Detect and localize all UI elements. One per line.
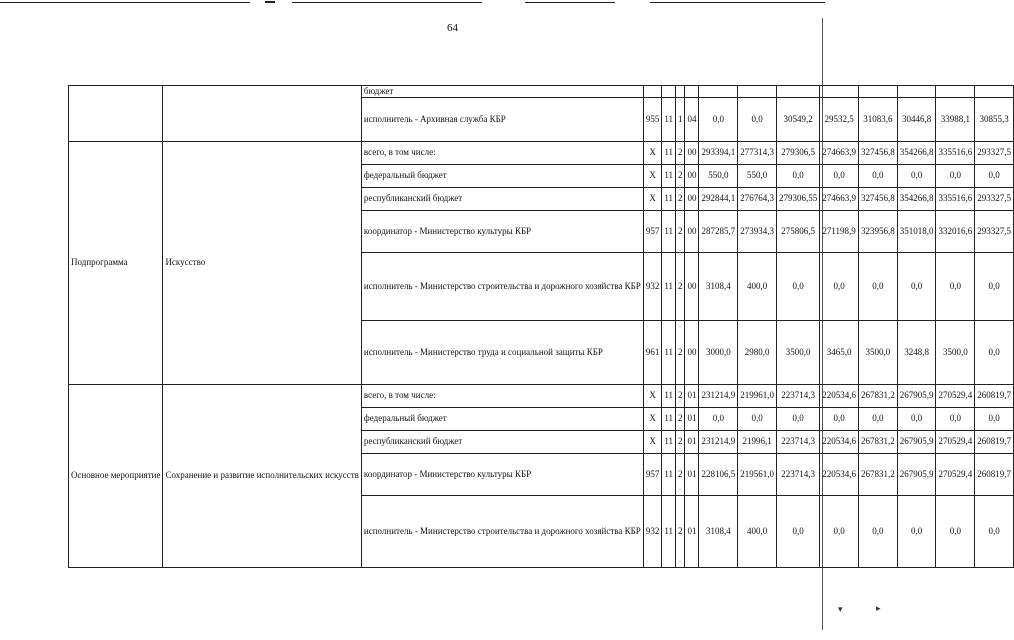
value-cell: 2 (675, 407, 685, 430)
value-cell: 267831,2 (858, 430, 897, 453)
value-cell: 220534,6 (820, 384, 859, 407)
value-cell: 11 (662, 320, 676, 384)
value-cell (936, 86, 975, 98)
value-cell: 274663,9 (820, 141, 859, 164)
value-cell: Х (643, 384, 662, 407)
value-cell (675, 86, 685, 98)
scan-artifact-dot: ▸ (876, 603, 881, 613)
value-cell: 01 (685, 430, 699, 453)
value-cell: 219961,0 (738, 384, 777, 407)
value-cell (897, 86, 936, 98)
value-cell: 287285,7 (699, 210, 738, 252)
value-cell: 0,0 (975, 320, 1014, 384)
value-cell: 327456,8 (858, 141, 897, 164)
value-cell: 957 (643, 210, 662, 252)
value-cell: 267905,9 (897, 384, 936, 407)
value-cell: 260819,7 (975, 430, 1014, 453)
value-cell: 0,0 (936, 164, 975, 187)
value-cell: 3108,4 (699, 495, 738, 567)
value-cell: 3108,4 (699, 252, 738, 320)
value-cell: 231214,9 (699, 384, 738, 407)
value-cell: 274663,9 (820, 187, 859, 210)
value-cell: 0,0 (858, 495, 897, 567)
value-cell: 0,0 (975, 252, 1014, 320)
value-cell (776, 86, 819, 98)
value-cell: 0,0 (975, 495, 1014, 567)
value-cell: 11 (662, 210, 676, 252)
value-cell: 0,0 (858, 252, 897, 320)
value-cell: 0,0 (897, 495, 936, 567)
value-cell: 293327,5 (975, 210, 1014, 252)
value-cell: 11 (662, 141, 676, 164)
value-cell: 1 (675, 97, 685, 141)
value-cell (820, 86, 859, 98)
value-cell: 550,0 (699, 164, 738, 187)
value-cell (699, 86, 738, 98)
value-cell: 932 (643, 495, 662, 567)
row-label: всего, в том числе: (361, 141, 643, 164)
value-cell: 3248,8 (897, 320, 936, 384)
value-cell: 0,0 (936, 495, 975, 567)
value-cell: 955 (643, 97, 662, 141)
value-cell: 0,0 (738, 97, 777, 141)
value-cell: 223714,3 (776, 453, 819, 495)
scan-artifact-line (0, 2, 250, 3)
value-cell: 2 (675, 210, 685, 252)
value-cell: 2 (675, 495, 685, 567)
value-cell: 0,0 (858, 407, 897, 430)
value-cell: 3465,0 (820, 320, 859, 384)
value-cell: 11 (662, 187, 676, 210)
value-cell: 0,0 (936, 407, 975, 430)
row-label: федеральный бюджет (361, 407, 643, 430)
value-cell: Х (643, 164, 662, 187)
value-cell: 292844,1 (699, 187, 738, 210)
value-cell: 323956,8 (858, 210, 897, 252)
row-label: исполнитель - Архивная служба КБР (361, 97, 643, 141)
value-cell: 220534,6 (820, 453, 859, 495)
value-cell: 11 (662, 407, 676, 430)
row-label: исполнитель - Министерство строительства и дорожного хозяйства КБР (361, 495, 643, 567)
value-cell: 0,0 (897, 164, 936, 187)
value-cell: 01 (685, 453, 699, 495)
value-cell: 273934,3 (738, 210, 777, 252)
value-cell: 2 (675, 252, 685, 320)
value-cell: 30855,3 (975, 97, 1014, 141)
value-cell: 11 (662, 453, 676, 495)
value-cell: 01 (685, 384, 699, 407)
value-cell: 354266,8 (897, 187, 936, 210)
value-cell: 271198,9 (820, 210, 859, 252)
value-cell: 0,0 (776, 164, 819, 187)
program-type-cell (69, 86, 163, 142)
value-cell: 0,0 (820, 252, 859, 320)
program-type-cell: Основное мероприятие (69, 384, 163, 567)
program-name-cell: Искусство (163, 141, 361, 384)
value-cell: 11 (662, 495, 676, 567)
scan-artifact-mark (265, 1, 275, 3)
value-cell: 0,0 (820, 495, 859, 567)
budget-table (68, 85, 1014, 568)
value-cell: 01 (685, 495, 699, 567)
value-cell: 29532,5 (820, 97, 859, 141)
scan-artifact-line (525, 2, 615, 3)
value-cell: 293394,1 (699, 141, 738, 164)
value-cell: Х (643, 430, 662, 453)
value-cell: 0,0 (975, 407, 1014, 430)
value-cell: 270529,4 (936, 384, 975, 407)
value-cell: 11 (662, 252, 676, 320)
value-cell: 3000,0 (699, 320, 738, 384)
value-cell: 00 (685, 187, 699, 210)
value-cell: 21996,1 (738, 430, 777, 453)
value-cell: Х (643, 141, 662, 164)
program-name-cell: Сохранение и развитие исполнительских искусств (163, 384, 361, 567)
value-cell: 220534,6 (820, 430, 859, 453)
value-cell: 3500,0 (936, 320, 975, 384)
value-cell: 31083,6 (858, 97, 897, 141)
value-cell: 270529,4 (936, 430, 975, 453)
value-cell: 267905,9 (897, 453, 936, 495)
value-cell: 00 (685, 164, 699, 187)
row-label: исполнитель - Министерство строительства и дорожного хозяйства КБР (361, 252, 643, 320)
value-cell: 400,0 (738, 495, 777, 567)
value-cell: 279306,55 (776, 187, 819, 210)
row-label: республиканский бюджет (361, 187, 643, 210)
row-label: исполнитель - Министерство труда и социальной защиты КБР (361, 320, 643, 384)
row-label: всего, в том числе: (361, 384, 643, 407)
value-cell: 260819,7 (975, 384, 1014, 407)
value-cell: 0,0 (897, 252, 936, 320)
page-number: 64 (447, 22, 458, 34)
value-cell: 0,0 (897, 407, 936, 430)
value-cell: 01 (685, 407, 699, 430)
value-cell: 932 (643, 252, 662, 320)
value-cell (858, 86, 897, 98)
scan-artifact-line (292, 2, 482, 3)
value-cell: 11 (662, 164, 676, 187)
value-cell: 2980,0 (738, 320, 777, 384)
value-cell: 0,0 (776, 495, 819, 567)
value-cell (975, 86, 1014, 98)
value-cell: 2 (675, 320, 685, 384)
value-cell (643, 86, 662, 98)
value-cell: 2 (675, 141, 685, 164)
value-cell (662, 86, 676, 98)
value-cell: 11 (662, 430, 676, 453)
value-cell: 231214,9 (699, 430, 738, 453)
value-cell: 0,0 (820, 407, 859, 430)
value-cell: 33988,1 (936, 97, 975, 141)
value-cell: 223714,3 (776, 430, 819, 453)
value-cell: 0,0 (776, 252, 819, 320)
value-cell: 351018,0 (897, 210, 936, 252)
value-cell: 223714,3 (776, 384, 819, 407)
value-cell: Х (643, 187, 662, 210)
scan-artifact-line (650, 2, 825, 3)
value-cell: 228106,5 (699, 453, 738, 495)
value-cell: 293327,5 (975, 141, 1014, 164)
program-type-cell: Подпрограмма (69, 141, 163, 384)
value-cell: 275806,5 (776, 210, 819, 252)
value-cell: 260819,7 (975, 453, 1014, 495)
row-label: бюджет (361, 86, 643, 98)
value-cell: 00 (685, 252, 699, 320)
value-cell: 11 (662, 384, 676, 407)
value-cell: 3500,0 (776, 320, 819, 384)
value-cell: 2 (675, 164, 685, 187)
value-cell: 277314,3 (738, 141, 777, 164)
scan-artifact-dot: ▾ (838, 604, 843, 614)
value-cell: 00 (685, 210, 699, 252)
value-cell: 332016,6 (936, 210, 975, 252)
value-cell: 293327,5 (975, 187, 1014, 210)
value-cell: Х (643, 407, 662, 430)
value-cell (738, 86, 777, 98)
value-cell: 335516,6 (936, 187, 975, 210)
value-cell: 04 (685, 97, 699, 141)
value-cell: 267831,2 (858, 453, 897, 495)
value-cell: 961 (643, 320, 662, 384)
value-cell: 550,0 (738, 164, 777, 187)
value-cell: 267905,9 (897, 430, 936, 453)
value-cell: 11 (662, 97, 676, 141)
value-cell: 00 (685, 320, 699, 384)
value-cell: 957 (643, 453, 662, 495)
budget-table-body (69, 86, 1014, 568)
value-cell: 0,0 (699, 97, 738, 141)
value-cell: 400,0 (738, 252, 777, 320)
value-cell: 3500,0 (858, 320, 897, 384)
row-label: координатор - Министерство культуры КБР (361, 453, 643, 495)
value-cell (685, 86, 699, 98)
value-cell: 2 (675, 453, 685, 495)
value-cell: 30549,2 (776, 97, 819, 141)
table-row (69, 141, 1014, 164)
value-cell: 327456,8 (858, 187, 897, 210)
value-cell: 0,0 (858, 164, 897, 187)
value-cell: 267831,2 (858, 384, 897, 407)
value-cell: 0,0 (975, 164, 1014, 187)
value-cell: 270529,4 (936, 453, 975, 495)
value-cell: 0,0 (776, 407, 819, 430)
value-cell: 335516,6 (936, 141, 975, 164)
program-name-cell (163, 86, 361, 142)
value-cell: 00 (685, 141, 699, 164)
table-row (69, 86, 1014, 98)
value-cell: 2 (675, 384, 685, 407)
value-cell: 0,0 (738, 407, 777, 430)
row-label: республиканский бюджет (361, 430, 643, 453)
value-cell: 0,0 (936, 252, 975, 320)
table-row (69, 384, 1014, 407)
value-cell: 219561,0 (738, 453, 777, 495)
value-cell: 0,0 (820, 164, 859, 187)
row-label: координатор - Министерство культуры КБР (361, 210, 643, 252)
value-cell: 2 (675, 187, 685, 210)
value-cell: 0,0 (699, 407, 738, 430)
value-cell: 2 (675, 430, 685, 453)
value-cell: 279306,5 (776, 141, 819, 164)
value-cell: 30446,8 (897, 97, 936, 141)
row-label: федеральный бюджет (361, 164, 643, 187)
value-cell: 354266,8 (897, 141, 936, 164)
value-cell: 276764,3 (738, 187, 777, 210)
